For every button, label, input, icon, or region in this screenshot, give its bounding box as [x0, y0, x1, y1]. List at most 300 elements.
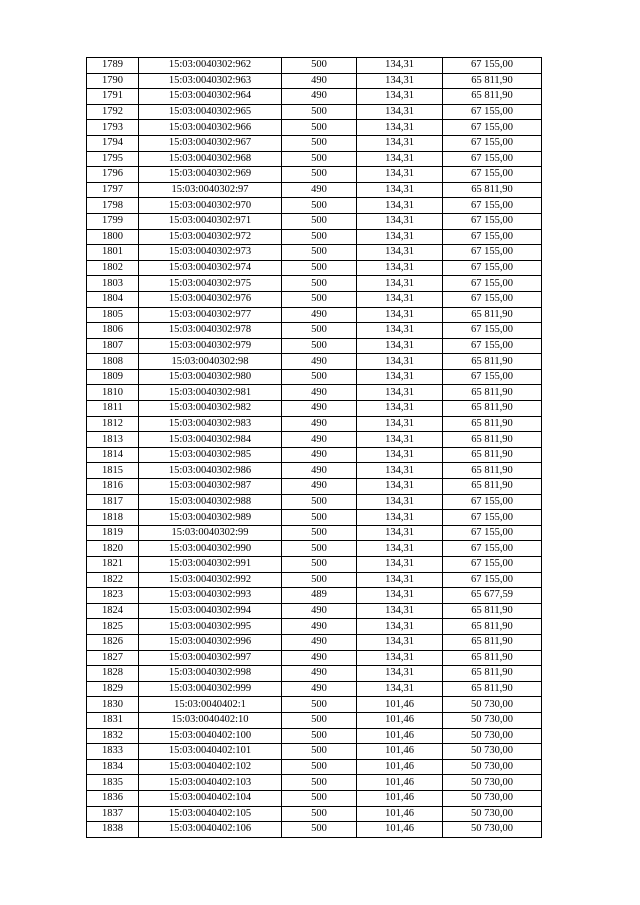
- area-cell: 500: [282, 135, 357, 151]
- value-cell: 65 811,90: [443, 182, 542, 198]
- price-cell: 134,31: [357, 510, 443, 526]
- row-number-cell: 1801: [87, 245, 139, 261]
- row-number-cell: 1824: [87, 603, 139, 619]
- cadastral-number-cell: 15:03:0040302:962: [139, 58, 282, 74]
- row-number-cell: 1837: [87, 806, 139, 822]
- row-number-cell: 1823: [87, 588, 139, 604]
- table-row: [87, 323, 542, 339]
- value-cell: 65 811,90: [443, 432, 542, 448]
- area-cell: 490: [282, 401, 357, 417]
- value-cell: 65 811,90: [443, 650, 542, 666]
- area-cell: 490: [282, 681, 357, 697]
- cadastral-number-cell: 15:03:0040302:986: [139, 463, 282, 479]
- value-cell: 65 811,90: [443, 479, 542, 495]
- price-cell: 101,46: [357, 712, 443, 728]
- table-row: [87, 681, 542, 697]
- area-cell: 500: [282, 213, 357, 229]
- row-number-cell: 1804: [87, 291, 139, 307]
- price-cell: 134,31: [357, 73, 443, 89]
- cadastral-number-cell: 15:03:0040302:998: [139, 666, 282, 682]
- area-cell: 500: [282, 229, 357, 245]
- area-cell: 490: [282, 73, 357, 89]
- area-cell: 490: [282, 89, 357, 105]
- price-cell: 134,31: [357, 182, 443, 198]
- cadastral-number-cell: 15:03:0040302:972: [139, 229, 282, 245]
- value-cell: 65 811,90: [443, 666, 542, 682]
- area-cell: 500: [282, 291, 357, 307]
- value-cell: 65 811,90: [443, 354, 542, 370]
- cadastral-number-cell: 15:03:0040302:993: [139, 588, 282, 604]
- row-number-cell: 1805: [87, 307, 139, 323]
- cadastral-number-cell: 15:03:0040302:973: [139, 245, 282, 261]
- table-row: [87, 182, 542, 198]
- cadastral-number-cell: 15:03:0040302:969: [139, 167, 282, 183]
- price-cell: 134,31: [357, 666, 443, 682]
- cadastral-number-cell: 15:03:0040402:102: [139, 759, 282, 775]
- price-cell: 134,31: [357, 479, 443, 495]
- area-cell: 500: [282, 790, 357, 806]
- cadastral-number-cell: 15:03:0040302:989: [139, 510, 282, 526]
- row-number-cell: 1790: [87, 73, 139, 89]
- cadastral-number-cell: 15:03:0040402:106: [139, 822, 282, 838]
- price-cell: 134,31: [357, 494, 443, 510]
- cadastral-number-cell: 15:03:0040402:10: [139, 712, 282, 728]
- row-number-cell: 1836: [87, 790, 139, 806]
- cadastral-number-cell: 15:03:0040402:100: [139, 728, 282, 744]
- area-cell: 489: [282, 588, 357, 604]
- cadastral-number-cell: 15:03:0040302:99: [139, 525, 282, 541]
- price-cell: 134,31: [357, 276, 443, 292]
- table-row: [87, 447, 542, 463]
- price-cell: 101,46: [357, 728, 443, 744]
- price-cell: 134,31: [357, 588, 443, 604]
- area-cell: 490: [282, 650, 357, 666]
- cadastral-number-cell: 15:03:0040302:995: [139, 619, 282, 635]
- area-cell: 490: [282, 447, 357, 463]
- row-number-cell: 1835: [87, 775, 139, 791]
- row-number-cell: 1799: [87, 213, 139, 229]
- value-cell: 65 811,90: [443, 385, 542, 401]
- cadastral-number-cell: 15:03:0040302:968: [139, 151, 282, 167]
- value-cell: 65 811,90: [443, 307, 542, 323]
- row-number-cell: 1832: [87, 728, 139, 744]
- value-cell: 67 155,00: [443, 291, 542, 307]
- value-cell: 65 811,90: [443, 634, 542, 650]
- cadastral-number-cell: 15:03:0040302:967: [139, 135, 282, 151]
- value-cell: 50 730,00: [443, 744, 542, 760]
- row-number-cell: 1831: [87, 712, 139, 728]
- value-cell: 67 155,00: [443, 58, 542, 74]
- table-row: [87, 557, 542, 573]
- value-cell: 67 155,00: [443, 557, 542, 573]
- area-cell: 500: [282, 494, 357, 510]
- table-row: [87, 276, 542, 292]
- table-row: [87, 432, 542, 448]
- price-cell: 134,31: [357, 323, 443, 339]
- row-number-cell: 1822: [87, 572, 139, 588]
- area-cell: 500: [282, 198, 357, 214]
- price-cell: 101,46: [357, 790, 443, 806]
- row-number-cell: 1789: [87, 58, 139, 74]
- row-number-cell: 1791: [87, 89, 139, 105]
- price-cell: 134,31: [357, 463, 443, 479]
- area-cell: 500: [282, 822, 357, 838]
- row-number-cell: 1794: [87, 135, 139, 151]
- table-row: [87, 510, 542, 526]
- cadastral-number-cell: 15:03:0040302:98: [139, 354, 282, 370]
- table-row: [87, 822, 542, 838]
- area-cell: 500: [282, 245, 357, 261]
- value-cell: 50 730,00: [443, 806, 542, 822]
- table-row: [87, 369, 542, 385]
- area-cell: 500: [282, 323, 357, 339]
- price-cell: 134,31: [357, 557, 443, 573]
- row-number-cell: 1810: [87, 385, 139, 401]
- table-row: [87, 151, 542, 167]
- value-cell: 67 155,00: [443, 276, 542, 292]
- area-cell: 490: [282, 385, 357, 401]
- price-cell: 134,31: [357, 198, 443, 214]
- value-cell: 50 730,00: [443, 697, 542, 713]
- table-row: [87, 338, 542, 354]
- table-row: [87, 245, 542, 261]
- value-cell: 65 811,90: [443, 463, 542, 479]
- table-row: [87, 541, 542, 557]
- cadastral-number-cell: 15:03:0040302:971: [139, 213, 282, 229]
- value-cell: 67 155,00: [443, 213, 542, 229]
- value-cell: 50 730,00: [443, 728, 542, 744]
- cadastral-number-cell: 15:03:0040402:105: [139, 806, 282, 822]
- price-cell: 101,46: [357, 759, 443, 775]
- value-cell: 67 155,00: [443, 135, 542, 151]
- area-cell: 490: [282, 432, 357, 448]
- value-cell: 67 155,00: [443, 229, 542, 245]
- cadastral-number-cell: 15:03:0040302:963: [139, 73, 282, 89]
- price-cell: 134,31: [357, 104, 443, 120]
- area-cell: 500: [282, 260, 357, 276]
- price-cell: 134,31: [357, 213, 443, 229]
- table-row: [87, 463, 542, 479]
- price-cell: 134,31: [357, 447, 443, 463]
- cadastral-number-cell: 15:03:0040302:985: [139, 447, 282, 463]
- cadastral-number-cell: 15:03:0040302:990: [139, 541, 282, 557]
- cadastral-number-cell: 15:03:0040302:970: [139, 198, 282, 214]
- price-cell: 134,31: [357, 120, 443, 136]
- cadastral-number-cell: 15:03:0040302:97: [139, 182, 282, 198]
- table-row: [87, 525, 542, 541]
- cadastral-number-cell: 15:03:0040402:1: [139, 697, 282, 713]
- area-cell: 500: [282, 151, 357, 167]
- value-cell: 67 155,00: [443, 260, 542, 276]
- row-number-cell: 1808: [87, 354, 139, 370]
- price-cell: 134,31: [357, 416, 443, 432]
- area-cell: 490: [282, 182, 357, 198]
- value-cell: 65 811,90: [443, 603, 542, 619]
- value-cell: 67 155,00: [443, 104, 542, 120]
- area-cell: 500: [282, 759, 357, 775]
- value-cell: 67 155,00: [443, 541, 542, 557]
- price-cell: 101,46: [357, 744, 443, 760]
- row-number-cell: 1825: [87, 619, 139, 635]
- area-cell: 500: [282, 806, 357, 822]
- row-number-cell: 1795: [87, 151, 139, 167]
- price-cell: 134,31: [357, 291, 443, 307]
- cadastral-number-cell: 15:03:0040402:104: [139, 790, 282, 806]
- value-cell: 67 155,00: [443, 494, 542, 510]
- value-cell: 65 811,90: [443, 73, 542, 89]
- value-cell: 65 811,90: [443, 447, 542, 463]
- area-cell: 500: [282, 104, 357, 120]
- cadastral-number-cell: 15:03:0040302:982: [139, 401, 282, 417]
- row-number-cell: 1807: [87, 338, 139, 354]
- cadastral-number-cell: 15:03:0040302:981: [139, 385, 282, 401]
- area-cell: 500: [282, 744, 357, 760]
- table-row: [87, 135, 542, 151]
- area-cell: 490: [282, 603, 357, 619]
- table-row: [87, 759, 542, 775]
- table-row: [87, 416, 542, 432]
- value-cell: 65 811,90: [443, 401, 542, 417]
- price-cell: 134,31: [357, 603, 443, 619]
- cadastral-number-cell: 15:03:0040302:994: [139, 603, 282, 619]
- price-cell: 101,46: [357, 806, 443, 822]
- row-number-cell: 1818: [87, 510, 139, 526]
- value-cell: 50 730,00: [443, 790, 542, 806]
- area-cell: 500: [282, 572, 357, 588]
- value-cell: 65 811,90: [443, 416, 542, 432]
- cadastral-number-cell: 15:03:0040302:987: [139, 479, 282, 495]
- price-cell: 134,31: [357, 401, 443, 417]
- price-cell: 134,31: [357, 167, 443, 183]
- table-row: [87, 744, 542, 760]
- row-number-cell: 1800: [87, 229, 139, 245]
- row-number-cell: 1828: [87, 666, 139, 682]
- table-row: [87, 790, 542, 806]
- value-cell: 67 155,00: [443, 167, 542, 183]
- price-cell: 134,31: [357, 572, 443, 588]
- price-cell: 134,31: [357, 354, 443, 370]
- price-cell: 134,31: [357, 541, 443, 557]
- table-row: [87, 603, 542, 619]
- row-number-cell: 1827: [87, 650, 139, 666]
- table-row: [87, 401, 542, 417]
- area-cell: 500: [282, 697, 357, 713]
- value-cell: 50 730,00: [443, 712, 542, 728]
- cadastral-number-cell: 15:03:0040302:975: [139, 276, 282, 292]
- price-cell: 134,31: [357, 385, 443, 401]
- cadastral-number-cell: 15:03:0040402:103: [139, 775, 282, 791]
- table-row: [87, 89, 542, 105]
- row-number-cell: 1811: [87, 401, 139, 417]
- cadastral-number-cell: 15:03:0040302:965: [139, 104, 282, 120]
- row-number-cell: 1821: [87, 557, 139, 573]
- value-cell: 67 155,00: [443, 525, 542, 541]
- area-cell: 500: [282, 510, 357, 526]
- table-row: [87, 307, 542, 323]
- table-row: [87, 479, 542, 495]
- cadastral-number-cell: 15:03:0040302:997: [139, 650, 282, 666]
- area-cell: 490: [282, 666, 357, 682]
- cadastral-number-cell: 15:03:0040302:991: [139, 557, 282, 573]
- price-cell: 134,31: [357, 229, 443, 245]
- row-number-cell: 1809: [87, 369, 139, 385]
- table-row: [87, 666, 542, 682]
- price-cell: 134,31: [357, 307, 443, 323]
- row-number-cell: 1830: [87, 697, 139, 713]
- cadastral-number-cell: 15:03:0040302:976: [139, 291, 282, 307]
- row-number-cell: 1803: [87, 276, 139, 292]
- cadastral-number-cell: 15:03:0040302:964: [139, 89, 282, 105]
- value-cell: 65 677,59: [443, 588, 542, 604]
- cadastral-number-cell: 15:03:0040302:999: [139, 681, 282, 697]
- table-row: [87, 712, 542, 728]
- value-cell: 67 155,00: [443, 198, 542, 214]
- cadastral-number-cell: 15:03:0040302:983: [139, 416, 282, 432]
- row-number-cell: 1820: [87, 541, 139, 557]
- table-row: [87, 354, 542, 370]
- table-row: [87, 73, 542, 89]
- value-cell: 67 155,00: [443, 151, 542, 167]
- price-cell: 134,31: [357, 135, 443, 151]
- price-cell: 134,31: [357, 58, 443, 74]
- price-cell: 134,31: [357, 89, 443, 105]
- table-row: [87, 775, 542, 791]
- area-cell: 490: [282, 619, 357, 635]
- row-number-cell: 1826: [87, 634, 139, 650]
- row-number-cell: 1806: [87, 323, 139, 339]
- price-cell: 134,31: [357, 650, 443, 666]
- cadastral-number-cell: 15:03:0040302:980: [139, 369, 282, 385]
- table-row: [87, 260, 542, 276]
- area-cell: 500: [282, 541, 357, 557]
- area-cell: 500: [282, 557, 357, 573]
- cadastral-number-cell: 15:03:0040302:996: [139, 634, 282, 650]
- area-cell: 500: [282, 338, 357, 354]
- row-number-cell: 1815: [87, 463, 139, 479]
- price-cell: 134,31: [357, 619, 443, 635]
- table-row: [87, 588, 542, 604]
- row-number-cell: 1833: [87, 744, 139, 760]
- area-cell: 500: [282, 276, 357, 292]
- area-cell: 500: [282, 525, 357, 541]
- area-cell: 490: [282, 479, 357, 495]
- row-number-cell: 1816: [87, 479, 139, 495]
- table-body: [87, 58, 542, 838]
- table-row: [87, 619, 542, 635]
- row-number-cell: 1798: [87, 198, 139, 214]
- table-row: [87, 806, 542, 822]
- cadastral-number-cell: 15:03:0040302:988: [139, 494, 282, 510]
- row-number-cell: 1817: [87, 494, 139, 510]
- area-cell: 490: [282, 354, 357, 370]
- area-cell: 490: [282, 463, 357, 479]
- land-parcel-table: [86, 57, 542, 838]
- table-row: [87, 213, 542, 229]
- table-row: [87, 198, 542, 214]
- row-number-cell: 1792: [87, 104, 139, 120]
- table-row: [87, 634, 542, 650]
- row-number-cell: 1793: [87, 120, 139, 136]
- area-cell: 500: [282, 775, 357, 791]
- value-cell: 65 811,90: [443, 89, 542, 105]
- area-cell: 500: [282, 58, 357, 74]
- table-row: [87, 291, 542, 307]
- value-cell: 67 155,00: [443, 338, 542, 354]
- table-row: [87, 385, 542, 401]
- value-cell: 50 730,00: [443, 822, 542, 838]
- value-cell: 67 155,00: [443, 510, 542, 526]
- cadastral-number-cell: 15:03:0040302:979: [139, 338, 282, 354]
- row-number-cell: 1814: [87, 447, 139, 463]
- row-number-cell: 1829: [87, 681, 139, 697]
- value-cell: 65 811,90: [443, 681, 542, 697]
- value-cell: 50 730,00: [443, 759, 542, 775]
- area-cell: 500: [282, 712, 357, 728]
- row-number-cell: 1834: [87, 759, 139, 775]
- cadastral-number-cell: 15:03:0040402:101: [139, 744, 282, 760]
- price-cell: 134,31: [357, 634, 443, 650]
- cadastral-number-cell: 15:03:0040302:992: [139, 572, 282, 588]
- value-cell: 50 730,00: [443, 775, 542, 791]
- value-cell: 67 155,00: [443, 120, 542, 136]
- price-cell: 134,31: [357, 681, 443, 697]
- price-cell: 134,31: [357, 369, 443, 385]
- table-row: [87, 120, 542, 136]
- row-number-cell: 1838: [87, 822, 139, 838]
- area-cell: 490: [282, 307, 357, 323]
- price-cell: 134,31: [357, 525, 443, 541]
- area-cell: 490: [282, 634, 357, 650]
- price-cell: 101,46: [357, 822, 443, 838]
- price-cell: 134,31: [357, 151, 443, 167]
- area-cell: 500: [282, 120, 357, 136]
- table-row: [87, 494, 542, 510]
- table-row: [87, 104, 542, 120]
- cadastral-number-cell: 15:03:0040302:974: [139, 260, 282, 276]
- row-number-cell: 1797: [87, 182, 139, 198]
- area-cell: 500: [282, 167, 357, 183]
- price-cell: 134,31: [357, 432, 443, 448]
- price-cell: 134,31: [357, 338, 443, 354]
- row-number-cell: 1819: [87, 525, 139, 541]
- table-row: [87, 167, 542, 183]
- area-cell: 500: [282, 369, 357, 385]
- table-row: [87, 650, 542, 666]
- price-cell: 134,31: [357, 260, 443, 276]
- table-row: [87, 572, 542, 588]
- area-cell: 490: [282, 416, 357, 432]
- row-number-cell: 1796: [87, 167, 139, 183]
- table-row: [87, 728, 542, 744]
- table-row: [87, 229, 542, 245]
- value-cell: 67 155,00: [443, 323, 542, 339]
- price-cell: 101,46: [357, 775, 443, 791]
- value-cell: 67 155,00: [443, 572, 542, 588]
- price-cell: 134,31: [357, 245, 443, 261]
- table-row: [87, 697, 542, 713]
- row-number-cell: 1813: [87, 432, 139, 448]
- cadastral-number-cell: 15:03:0040302:978: [139, 323, 282, 339]
- cadastral-number-cell: 15:03:0040302:984: [139, 432, 282, 448]
- cadastral-number-cell: 15:03:0040302:966: [139, 120, 282, 136]
- row-number-cell: 1812: [87, 416, 139, 432]
- price-cell: 101,46: [357, 697, 443, 713]
- value-cell: 67 155,00: [443, 245, 542, 261]
- table-row: [87, 58, 542, 74]
- value-cell: 65 811,90: [443, 619, 542, 635]
- value-cell: 67 155,00: [443, 369, 542, 385]
- row-number-cell: 1802: [87, 260, 139, 276]
